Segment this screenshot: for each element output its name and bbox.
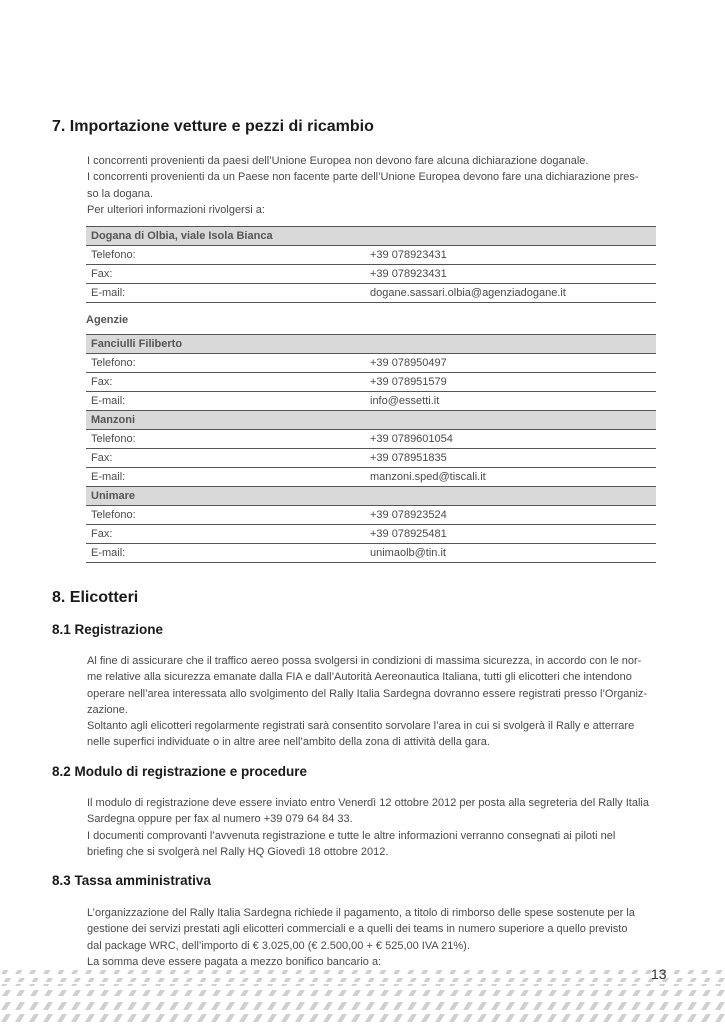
table-row [86,373,656,392]
dogana-contact-table [86,226,656,303]
paragraph-line: operare nell’area interessata allo svolgimento del Rally Italia Sardegna dovranno essere registrati presso l’Organiz- [87,687,648,700]
row-label: Fax: [86,449,366,468]
table-row [86,525,656,544]
paragraph-line: Sardegna oppure per fax al numero +39 079 64 84 33. [87,813,353,826]
section-8-2-title: 8.2 Modulo di registrazione e procedure [52,764,308,779]
row-label: E-mail: [86,544,366,563]
agency-name: Fanciulli Filiberto [86,335,656,354]
row-label: E-mail: [86,392,366,411]
paragraph-line: gestione dei servizi prestati agli elicotteri commerciali e a quelli dei teams in numero superiore a quello previsto [87,923,628,936]
section-8-3-title: 8.3 Tassa amministrativa [52,873,211,888]
table-row [86,506,656,525]
row-label: E-mail: [86,468,366,487]
row-label: Telefono: [86,354,366,373]
paragraph-line: I documenti comprovanti l’avvenuta registrazione e tutte le altre informazioni verranno consegnati ai piloti nel [87,829,616,842]
paragraph-line: L’organizzazione del Rally Italia Sardegna richiede il pagamento, a titolo di rimborso delle spese sostenute per la [87,907,635,919]
paragraph-line: I concorrenti provenienti da un Paese non facente parte dell’Unione Europea devono fare una dichiarazione pres- [87,171,639,184]
dogana-name: Dogana di Olbia, viale Isola Bianca [86,227,656,246]
row-value: +39 078950497 [366,354,656,373]
row-label: Telefono: [86,506,366,525]
table-header-row [86,227,656,246]
paragraph-line: Per ulteriori informazioni rivolgersi a: [87,203,265,216]
table-row [86,468,656,487]
tire-track-decoration [0,964,725,1024]
section-8-1-paragraph [87,653,656,751]
row-value: info@essetti.it [366,392,656,411]
paragraph-line: zazione. [87,703,128,716]
table-row [86,265,656,284]
row-value: +39 078923524 [366,506,656,525]
row-label: Fax: [86,373,366,392]
section-7-paragraph [87,153,656,218]
section-8-title: 8. Elicotteri [52,589,139,606]
paragraph-line: nelle superfici individuate o in altre aree nell’ambito della zona di attività della gara. [87,736,490,749]
row-label: Telefono: [86,430,366,449]
row-value: +39 078951579 [366,373,656,392]
section-8-3-paragraph [87,905,656,970]
table-row [86,449,656,468]
row-label: E-mail: [86,284,366,303]
paragraph-line: me relative alla sicurezza emanate dalla FIA e dall’Autorità Aereonautica Italiana, tutti gli elicotteri che intendono [87,671,632,684]
agenzie-label: Agenzie [86,314,129,326]
paragraph-line: Il modulo di registrazione deve essere inviato entro Venerdì 12 ottobre 2012 per posta alla segreteria del Rally Italia [87,797,649,809]
page-number: 13 [651,966,667,982]
table-row [86,544,656,563]
section-7-title: 7. Importazione vetture e pezzi di ricambio [52,118,374,135]
agency-name: Manzoni [86,411,656,430]
row-label: Fax: [86,265,366,284]
row-value: +39 078923431 [366,265,656,284]
table-header-row [86,411,656,430]
section-8-1-title: 8.1 Registrazione [52,622,164,637]
table-row [86,392,656,411]
row-value: +39 078925481 [366,525,656,544]
table-row [86,430,656,449]
row-value: +39 078951835 [366,449,656,468]
paragraph-line: briefing che si svolgerà nel Rally HQ Giovedì 18 ottobre 2012. [87,845,389,858]
row-label: Telefono: [86,246,366,265]
paragraph-line: I concorrenti provenienti da paesi dell’Unione Europea non devono fare alcuna dichiarazione doganale. [87,155,589,167]
paragraph-line: Al fine di assicurare che il traffico aereo possa svolgersi in condizioni di massima sicurezza, in accordo con le nor- [87,655,642,667]
table-row [86,284,656,303]
table-row [86,354,656,373]
row-value: +39 078923431 [366,246,656,265]
paragraph-line: La somma deve essere pagata a mezzo bonifico bancario a: [87,955,382,968]
table-row [86,246,656,265]
section-8-2-paragraph [87,795,656,860]
table-header-row [86,335,656,354]
paragraph-line: Soltanto agli elicotteri regolarmente registrati sarà consentito sorvolare l’area in cui si svolgerà il Rally e atterrare [87,720,635,733]
row-label: Fax: [86,525,366,544]
row-value: unimaolb@tin.it [366,544,656,563]
row-value: +39 0789601054 [366,430,656,449]
agenzie-contact-table [86,334,656,563]
agency-name: Unimare [86,487,656,506]
paragraph-line: dal package WRC, dell’importo di € 3.025,00 (€ 2.500,00 + € 525,00 IVA 21%). [87,939,470,952]
row-value: manzoni.sped@tiscali.it [366,468,656,487]
paragraph-line: so la dogana. [87,187,154,200]
table-header-row [86,487,656,506]
row-value: dogane.sassari.olbia@agenziadogane.it [366,284,656,303]
